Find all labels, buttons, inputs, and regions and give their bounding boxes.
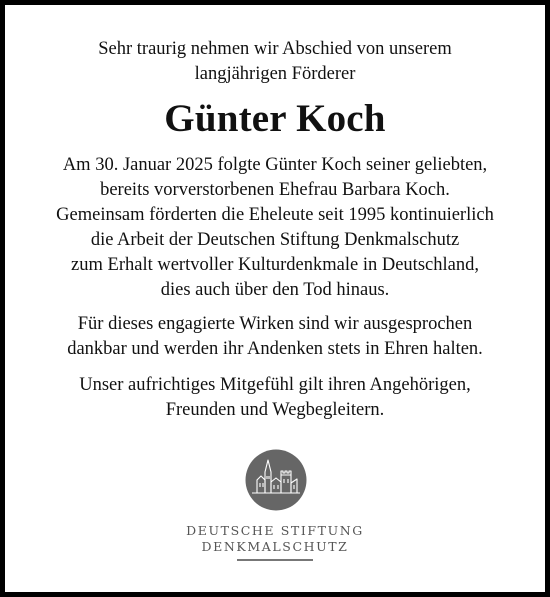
intro-line: langjährigen Förderer [194, 64, 356, 84]
paragraph-line: bereits vorverstorbenen Ehefrau Barbara Koch. [100, 180, 450, 200]
organization-logo [5, 449, 545, 569]
paragraph-line: Gemeinsam förderten die Eheleute seit 1995 kontinuierlich [56, 205, 494, 225]
intro-text [5, 37, 545, 87]
paragraph-line: Unser aufrichtiges Mitgefühl gilt ihren Angehörigen, [79, 375, 471, 395]
paragraph-line: die Arbeit der Deutschen Stiftung Denkmalschutz [90, 230, 460, 250]
intro-line: Sehr traurig nehmen wir Abschied von unserem [98, 39, 452, 59]
paragraph-line: Für dieses engagierte Wirken sind wir ausgesprochen [77, 314, 473, 334]
deceased-name: Günter Koch [164, 97, 386, 140]
organization-name-line2: DENKMALSCHUTZ [201, 539, 349, 554]
paragraph-line: Am 30. Januar 2025 folgte Günter Koch seiner geliebten, [62, 155, 488, 175]
paragraph-line: Freunden und Wegbegleitern. [165, 400, 385, 420]
paragraph-gratitude [5, 312, 545, 362]
cityscape-seal-icon [245, 449, 307, 511]
paragraph-condolence [5, 373, 545, 423]
organization-name-line1: DEUTSCHE STIFTUNG [186, 523, 364, 538]
organization-underline [237, 559, 313, 561]
paragraph-tribute [5, 153, 545, 303]
paragraph-line: zum Erhalt wertvoller Kulturdenkmale in Deutschland, [71, 255, 479, 275]
paragraph-line: dies auch über den Tod hinaus. [160, 280, 390, 300]
paragraph-line: dankbar und werden ihr Andenken stets in Ehren halten. [67, 339, 483, 359]
